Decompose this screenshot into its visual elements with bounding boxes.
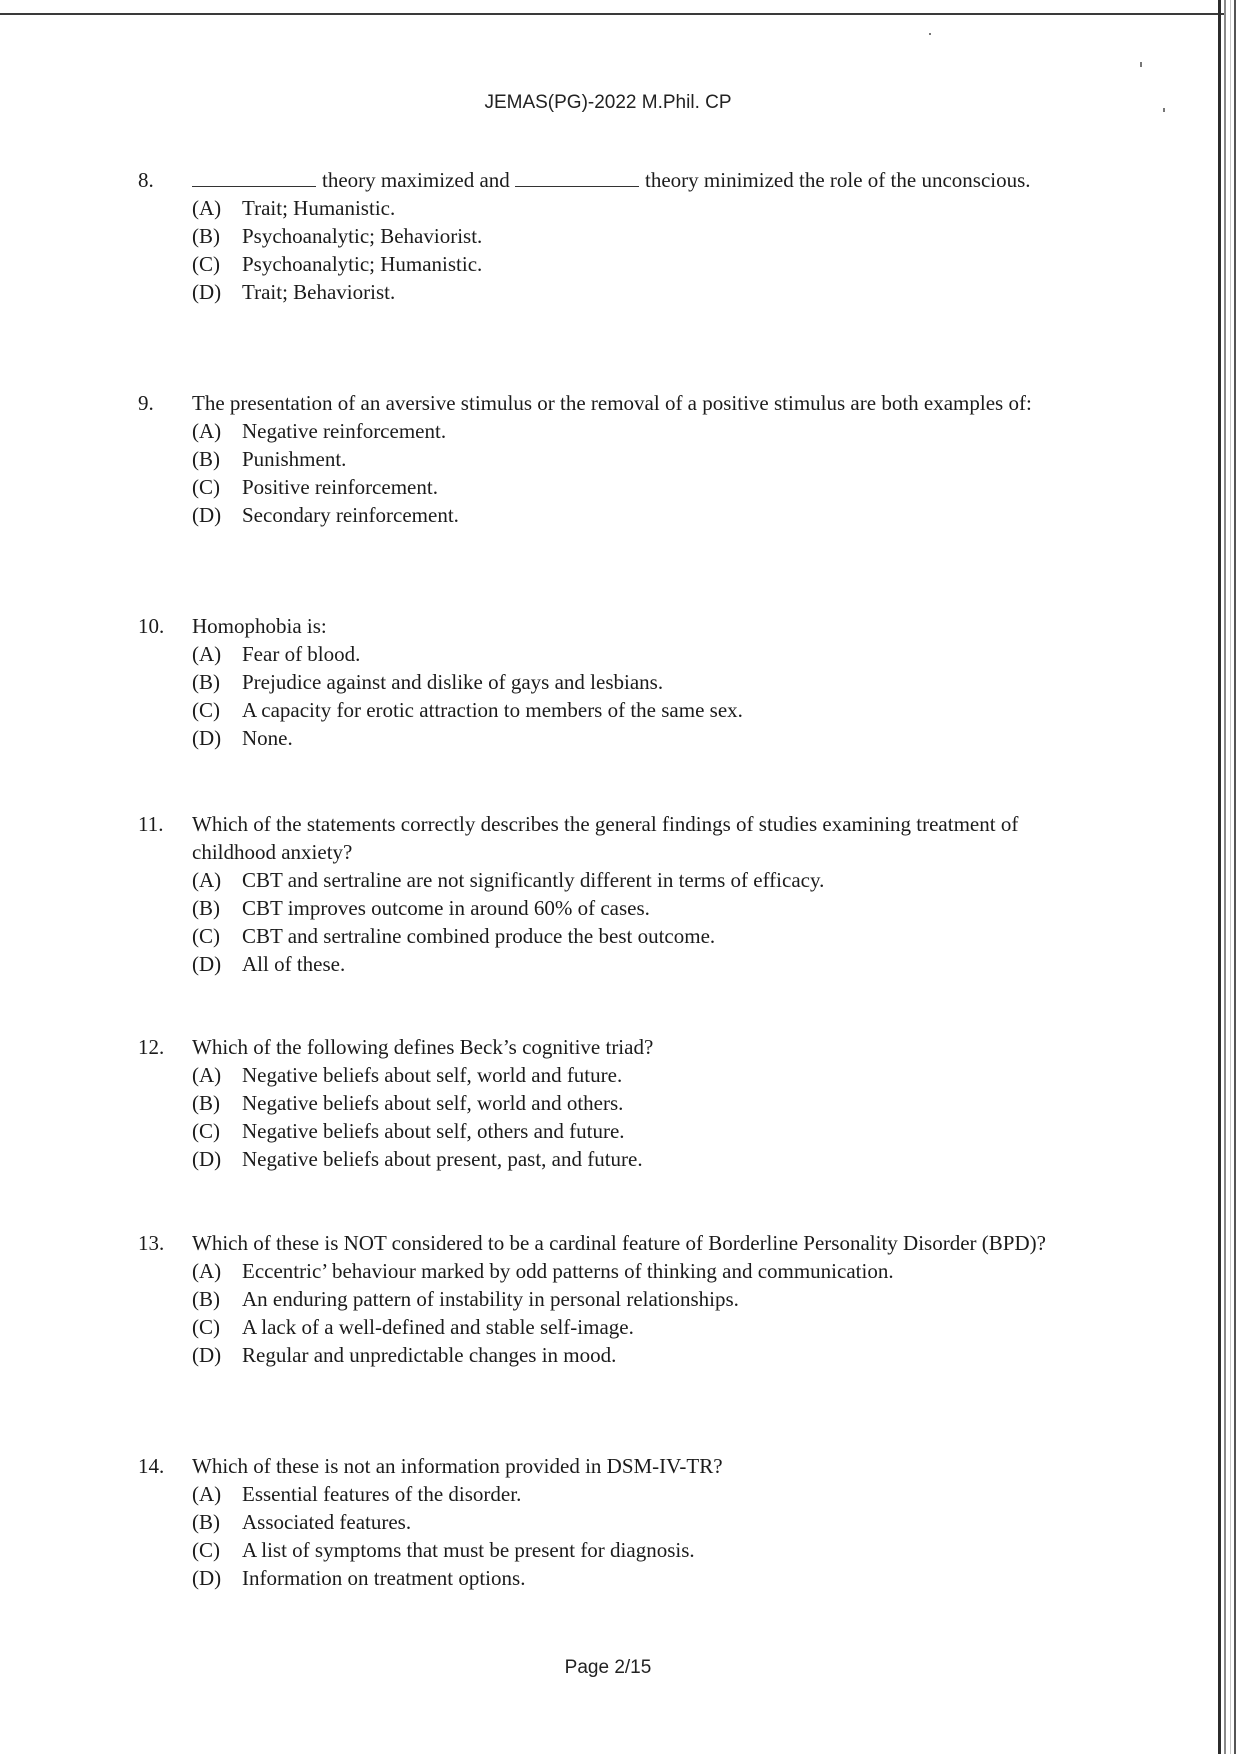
scan-speck bbox=[1140, 62, 1142, 67]
question-text-part: theory minimized the role of the bbox=[645, 168, 917, 192]
option-c: (C) A list of symptoms that must be present for diagnosis. bbox=[192, 1538, 695, 1562]
option-a: (A) Negative reinforcement. bbox=[192, 419, 447, 443]
question-text-part: theory maximized and bbox=[322, 168, 510, 192]
option-d: (D) Negative beliefs about present, past, and future. bbox=[192, 1147, 643, 1171]
question-number: 13. bbox=[138, 1231, 165, 1255]
scan-edge-shadow bbox=[1218, 0, 1221, 1754]
option-list bbox=[0, 1257, 1100, 1369]
option-b: (B) An enduring pattern of instability in personal relationships. bbox=[192, 1287, 739, 1311]
question-12 bbox=[0, 1033, 1100, 1173]
option-c: (C) A capacity for erotic attraction to members of the same sex. bbox=[192, 698, 743, 722]
page-number: Page 2/15 bbox=[564, 1657, 652, 1678]
question-text: Which of these is NOT considered to be a cardinal feature of Borderline Personality Disorder (BPD)? bbox=[192, 1231, 1046, 1255]
question-text: Which of the following defines Beck’s cognitive triad? bbox=[192, 1035, 654, 1059]
option-a: (A) Fear of blood. bbox=[192, 642, 361, 666]
option-a: (A) CBT and sertraline are not significantly different in terms of efficacy. bbox=[192, 868, 825, 892]
option-d: (D) Trait; Behaviorist. bbox=[192, 280, 396, 304]
option-b: (B) Prejudice against and dislike of gays and lesbians. bbox=[192, 670, 664, 694]
question-14 bbox=[0, 1452, 1100, 1592]
option-list bbox=[0, 194, 1100, 306]
option-list bbox=[0, 1061, 1100, 1173]
question-number: 9. bbox=[138, 391, 154, 415]
question-9 bbox=[0, 389, 1100, 529]
option-b: (B) Associated features. bbox=[192, 1510, 412, 1534]
option-list bbox=[0, 866, 1100, 978]
option-b: (B) Negative beliefs about self, world and others. bbox=[192, 1091, 624, 1115]
question-10 bbox=[0, 612, 1100, 752]
option-list bbox=[0, 417, 1100, 529]
question-text: Homophobia is: bbox=[192, 614, 327, 638]
option-a: (A) Negative beliefs about self, world and future. bbox=[192, 1063, 623, 1087]
question-8 bbox=[0, 166, 1100, 306]
option-c: (C) CBT and sertraline combined produce the best outcome. bbox=[192, 924, 716, 948]
scan-edge-shadow bbox=[1234, 0, 1236, 1754]
question-number: 8. bbox=[138, 168, 154, 192]
question-text: Which of these is not an information provided in DSM-IV-TR? bbox=[192, 1454, 723, 1478]
option-c: (C) A lack of a well-defined and stable self-image. bbox=[192, 1315, 634, 1339]
question-13 bbox=[0, 1229, 1100, 1369]
question-text-part: unconscious. bbox=[921, 168, 1031, 192]
scan-top-rule bbox=[0, 13, 1226, 15]
question-text: The presentation of an aversive stimulus or the removal of a positive stimulus are both examples of: bbox=[192, 391, 1032, 415]
option-list bbox=[0, 1480, 1100, 1592]
question-11 bbox=[0, 810, 1100, 978]
option-d: (D) All of these. bbox=[192, 952, 346, 976]
option-c: (C) Psychoanalytic; Humanistic. bbox=[192, 252, 483, 276]
question-number: 11. bbox=[138, 812, 164, 836]
fill-in-blank bbox=[192, 166, 316, 187]
option-c: (C) Positive reinforcement. bbox=[192, 475, 438, 499]
option-b: (B) CBT improves outcome in around 60% of cases. bbox=[192, 896, 650, 920]
scan-edge-shadow bbox=[1224, 0, 1226, 1754]
option-a: (A) Eccentric’ behaviour marked by odd patterns of thinking and communication. bbox=[192, 1259, 894, 1283]
scan-speck bbox=[929, 33, 931, 35]
question-text: Which of the statements correctly describes the general findings of studies examining treatment of childhood anxiety? bbox=[192, 812, 1019, 864]
option-d: (D) Information on treatment options. bbox=[192, 1566, 526, 1590]
fill-in-blank bbox=[515, 166, 639, 187]
question-text bbox=[192, 166, 1072, 194]
option-list bbox=[0, 640, 1100, 752]
option-a: (A) Trait; Humanistic. bbox=[192, 196, 396, 220]
option-d: (D) Secondary reinforcement. bbox=[192, 503, 459, 527]
question-number: 10. bbox=[138, 614, 165, 638]
question-number: 12. bbox=[138, 1035, 165, 1059]
option-d: (D) None. bbox=[192, 726, 293, 750]
scan-edge-shadow bbox=[1230, 0, 1231, 1754]
page-header: JEMAS(PG)-2022 M.Phil. CP bbox=[484, 92, 732, 113]
option-b: (B) Punishment. bbox=[192, 447, 347, 471]
question-number: 14. bbox=[138, 1454, 165, 1478]
option-c: (C) Negative beliefs about self, others and future. bbox=[192, 1119, 625, 1143]
option-b: (B) Psychoanalytic; Behaviorist. bbox=[192, 224, 483, 248]
option-d: (D) Regular and unpredictable changes in mood. bbox=[192, 1343, 617, 1367]
option-a: (A) Essential features of the disorder. bbox=[192, 1482, 522, 1506]
